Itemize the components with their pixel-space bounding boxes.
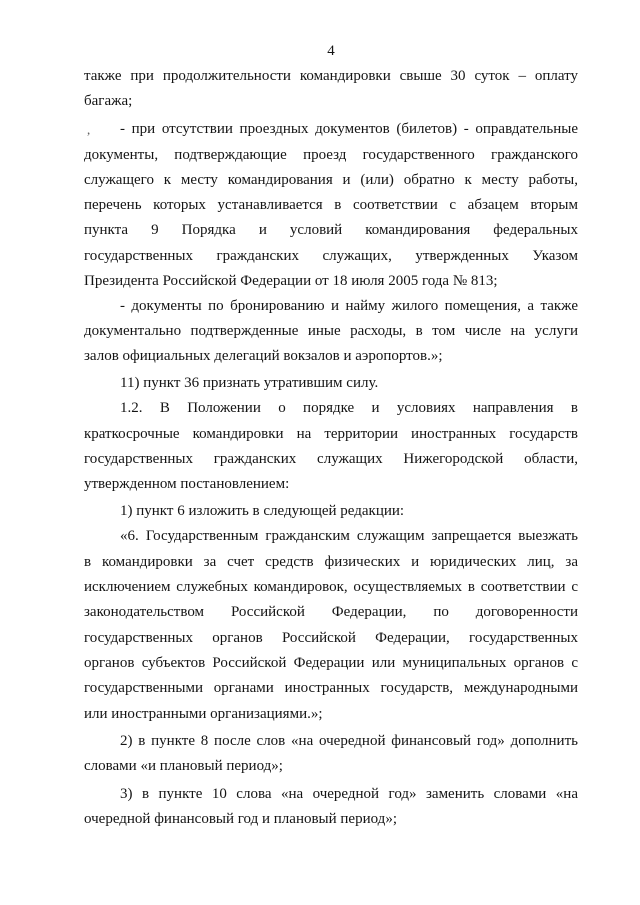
text-line: государственными органами иностранных государств, международными [84,680,578,696]
text-line: государственных органов Российской Федерации, государственных [84,630,578,646]
text-line: - документы по бронированию и найму жилого помещения, а также [120,298,578,314]
text-line: 1) пункт 6 изложить в следующей редакции: [120,503,405,519]
text-line: багажа; [84,93,133,109]
page-number: 4 [327,43,335,59]
text-line: перечень которых устанавливается в соответствии с абзацем вторым [84,197,578,213]
text-line: органов субъектов Российской Федерации или муниципальных органов с [84,655,578,671]
text-line: исключением служебных командировок, осуществляемых в соответствии с [84,579,578,595]
text-line: утвержденном постановлением: [84,476,290,492]
text-line: 2) в пункте 8 после слов «на очередной финансовый год» дополнить [120,733,578,749]
text-line: или иностранными организациями.»; [84,706,323,722]
text-line: залов официальных делегаций вокзалов и аэропортов.»; [84,348,443,364]
text-line: Президента Российской Федерации от 18 июля 2005 года № 813; [84,273,498,289]
text-line: 11) пункт 36 признать утратившим силу. [120,375,379,391]
text-line: законодательством Российской Федерации, по договоренности [84,604,578,620]
text-line: пункта 9 Порядка и условий командирования федеральных [84,222,578,238]
text-line: в командировки за счет средств физических и юридических лиц, за [84,554,578,570]
text-line: очередной финансовый год и плановый период»; [84,811,397,827]
text-line: государственных гражданских служащих, утвержденных Указом [84,248,578,264]
text-line: краткосрочные командировки на территории иностранных государств [84,426,578,442]
text-line: также при продолжительности командировки свыше 30 суток – оплату [84,68,578,84]
text-line: государственных гражданских служащих Нижегородской области, [84,451,578,467]
text-line: - при отсутствии проездных документов (билетов) - оправдательные [120,121,578,137]
text-line: служащего к месту командирования и (или) обратно к месту работы, [84,172,578,188]
text-line: словами «и плановый период»; [84,758,283,774]
text-line: документы, подтверждающие проезд государственного гражданского [84,147,578,163]
text-line: 3) в пункте 10 слова «на очередной год» заменить словами «на [120,786,578,802]
text-line: 1.2. В Положении о порядке и условиях направления в [120,400,578,416]
scan-mark: , [87,122,91,137]
text-line: «6. Государственным гражданским служащим запрещается выезжать [120,528,578,544]
text-line: документально подтвержденные иные расходы, в том числе на услуги [84,323,578,339]
